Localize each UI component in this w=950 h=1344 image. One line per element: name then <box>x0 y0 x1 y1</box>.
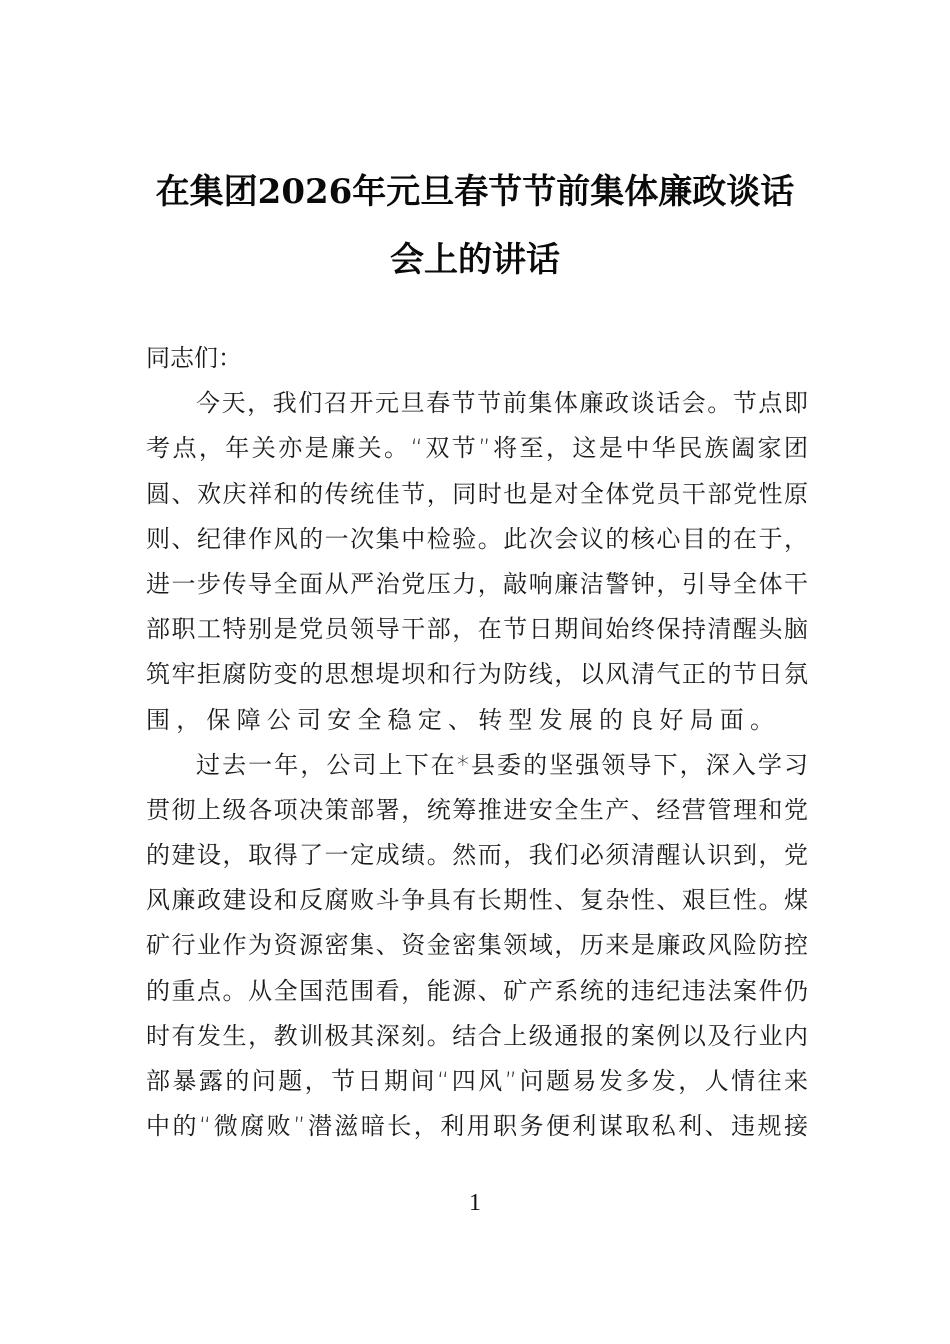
page-number: 1 <box>469 1190 481 1216</box>
document-title-line-1: 在集团2026年元旦春节节前集体廉政谈话 <box>155 172 795 212</box>
document-body <box>146 340 808 1153</box>
paragraph-1-line-6: 部职工特别是党员领导干部，在节日期间始终保持清醒头脑 <box>146 615 808 644</box>
paragraph-1-line-5: 进一步传导全面从严治党压力，敲响廉洁警钟，引导全体干 <box>146 569 808 598</box>
paragraph-2-line-3: 的建设，取得了一定成绩。然而，我们必须清醒认识到，党 <box>146 841 808 870</box>
paragraph-1-line-2: 考点，年关亦是廉关。“双节”将至，这是中华民族阖家团 <box>146 434 808 463</box>
paragraph-1-line-4: 则、纪律作风的一次集中检验。此次会议的核心目的在于， <box>146 524 808 553</box>
paragraph-1-line-8: 围，保障公司安全稳定、转型发展的良好局面。 <box>146 705 781 734</box>
salutation: 同志们： <box>146 344 242 372</box>
paragraph-2-line-5: 矿行业作为资源密集、资金密集领域，历来是廉政风险防控 <box>146 931 808 960</box>
paragraph-2-line-2: 贯彻上级各项决策部署，统筹推进安全生产、经营管理和党 <box>146 795 808 824</box>
paragraph-2-line-4: 风廉政建设和反腐败斗争具有长期性、复杂性、艰巨性。煤 <box>146 886 808 915</box>
paragraph-1-line-7: 筑牢拒腐防变的思想堤坝和行为防线，以风清气正的节日氛 <box>146 660 808 689</box>
paragraph-2-line-1: 过去一年，公司上下在*县委的坚强领导下，深入学习 <box>196 750 808 779</box>
document-title-line-2: 会上的讲话 <box>390 240 560 280</box>
paragraph-1-line-3: 圆、欢庆祥和的传统佳节，同时也是对全体党员干部党性原 <box>146 479 808 508</box>
paragraph-2-line-9: 中的“微腐败”潜滋暗长，利用职务便利谋取私利、违规接 <box>146 1112 808 1141</box>
paragraph-2-line-8: 部暴露的问题，节日期间“四风”问题易发多发，人情往来 <box>146 1067 808 1095</box>
paragraph-2-line-7: 时有发生，教训极其深刻。结合上级通报的案例以及行业内 <box>146 1021 808 1050</box>
paragraph-2-line-6: 的重点。从全国范围看，能源、矿产系统的违纪违法案件仍 <box>146 976 808 1005</box>
paragraph-1-line-1: 今天，我们召开元旦春节节前集体廉政谈话会。节点即 <box>196 389 808 418</box>
